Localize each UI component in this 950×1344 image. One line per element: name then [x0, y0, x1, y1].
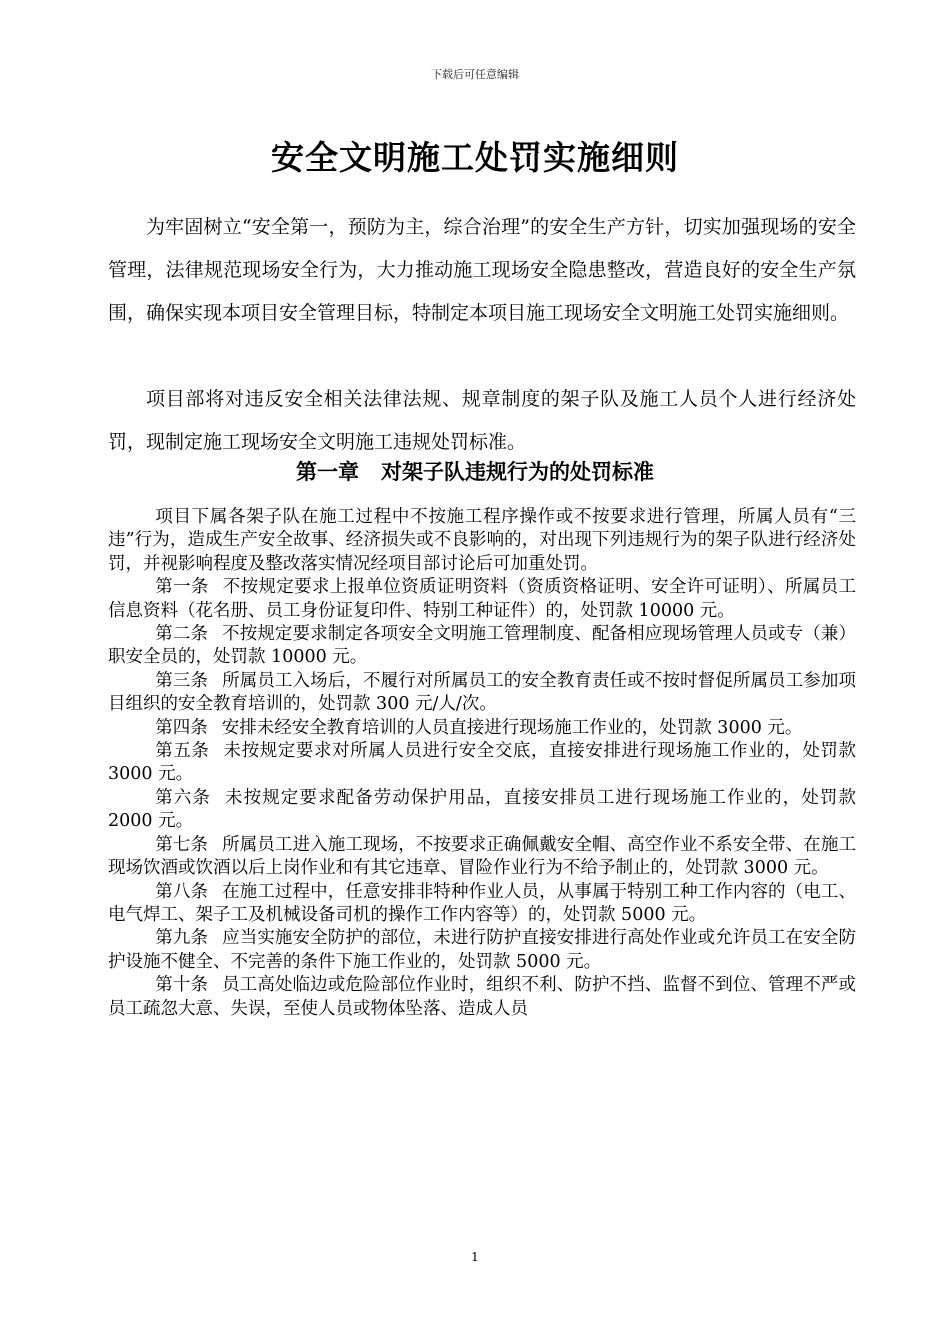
article-9 [108, 927, 856, 974]
chapter-body [108, 506, 856, 1021]
article-label: 第二条 [155, 624, 209, 645]
article-text: 未按规定要求对所属人员进行安全交底，直接安排进行现场施工作业的，处罚款 3000 元。 [108, 741, 856, 785]
intro-text-1: 为牢固树立“安全第一，预防为主，综合治理”的安全生产方针，切实加强现场的安全管理，法律规范现场安全行为，大力推动施工现场安全隐患整改，营造良好的安全生产氛围，确保实现本项目安全管理目标，特制定本项目施工现场安全文明施工处罚实施细则。 [108, 216, 856, 324]
article-7 [108, 834, 856, 881]
article-text: 应当实施安全防护的部位，未进行防护直接安排进行高处作业或允许员工在安全防护设施不健全、不完善的条件下施工作业的，处罚款 5000 元。 [108, 928, 857, 972]
article-label: 第十条 [155, 975, 209, 996]
chapter-heading [0, 456, 950, 486]
article-text: 不按规定要求制定各项安全文明施工管理制度、配备相应现场管理人员或专（兼）职安全员的，处罚款 10000 元。 [108, 624, 857, 668]
article-5 [108, 740, 856, 787]
intro-paragraph-2 [108, 378, 856, 464]
article-label: 第六条 [155, 787, 212, 808]
article-label: 第四条 [155, 717, 208, 738]
article-text: 未按规定要求配备劳动保护用品，直接安排员工进行现场施工作业的，处罚款 2000 元。 [108, 787, 857, 832]
article-4 [108, 717, 856, 740]
chapter-number: 第一章 [296, 459, 359, 484]
chapter-title: 对架子队违规行为的处罚标准 [381, 459, 654, 484]
article-2 [108, 623, 856, 670]
article-label: 第三条 [155, 670, 209, 691]
intro-paragraph-1 [108, 206, 856, 335]
article-text: 员工高处临边或危险部位作业时，组织不利、防护不挡、监督不到位、管理不严或员工疏忽大意、失误，至使人员或物体坠落、造成人员 [108, 975, 857, 1019]
article-label: 第八条 [155, 881, 209, 902]
article-8 [108, 881, 856, 928]
page-number: 1 [471, 1250, 479, 1264]
article-3 [108, 670, 856, 717]
article-1 [108, 576, 856, 623]
article-label: 第九条 [155, 928, 209, 949]
article-text: 在施工过程中，任意安排非特种作业人员，从事属于特别工种工作内容的（电工、电气焊工、架子工及机械设备司机的操作工作内容等）的，处罚款 5000 元。 [108, 881, 857, 925]
article-text: 不按规定要求上报单位资质证明资料（资质资格证明、安全许可证明）、所属员工信息资料（花名册、员工身份证复印件、特别工种证件）的，处罚款 10000 元。 [108, 577, 857, 621]
header-note: 下载后可任意编辑 [431, 68, 519, 81]
intro-text-2: 项目部将对违反安全相关法律法规、规章制度的架子队及施工人员个人进行经济处罚，现制定施工现场安全文明施工违规处罚标准。 [108, 388, 856, 453]
article-label: 第五条 [155, 741, 210, 762]
chapter-intro: 项目下属各架子队在施工过程中不按施工程序操作或不按要求进行管理，所属人员有“三违”行为，造成生产安全故事、经济损失或不良影响的，对出现下列违规行为的架子队进行经济处罚，并视影响程度及整改落实情况经项目部讨论后可加重处罚。 [108, 507, 856, 574]
article-label: 第七条 [155, 834, 209, 855]
article-label: 第一条 [155, 577, 209, 598]
document-title: 安全文明施工处罚实施细则 [271, 138, 679, 177]
article-text: 安排未经安全教育培训的人员直接进行现场施工作业的，处罚款 3000 元。 [221, 717, 803, 738]
article-text: 所属员工进入施工现场，不按要求正确佩戴安全帽、高空作业不系安全带、在施工现场饮酒或饮酒以后上岗作业和有其它违章、冒险作业行为不给予制止的，处罚款 3000 元。 [108, 834, 857, 879]
article-6 [108, 787, 856, 834]
article-text: 所属员工入场后，不履行对所属员工的安全教育责任或不按时督促所属员工参加项目组织的安全教育培训的，处罚款 300 元/人/次。 [108, 670, 857, 715]
article-10 [108, 974, 856, 1021]
